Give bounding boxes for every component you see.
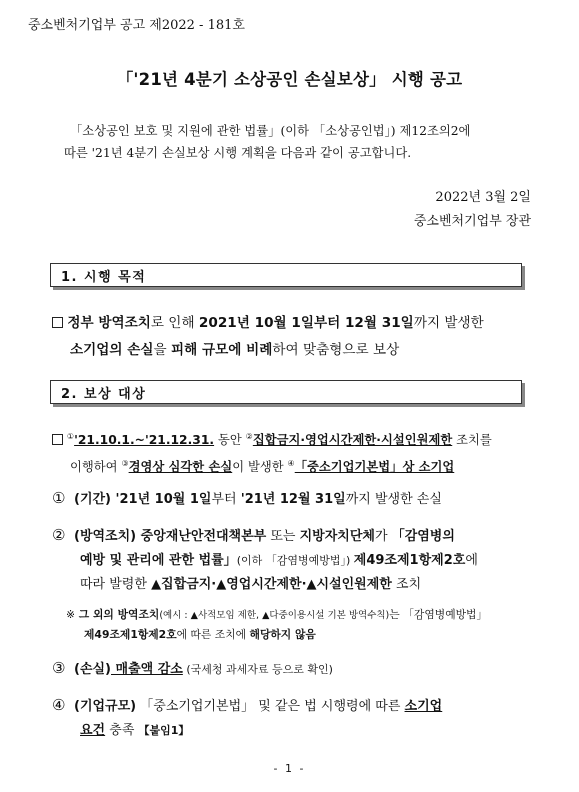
intro-line-2: 따른 '21년 4분기 손실보상 시행 계획을 다음과 같이 공고합니다.: [64, 146, 412, 160]
checkbox-square-icon: [52, 317, 63, 328]
purpose-target: 소기업의 손실: [70, 342, 154, 358]
item-label: (방역조치): [74, 529, 137, 544]
marker: ①: [66, 432, 75, 441]
note-line-2: [66, 625, 536, 644]
text: 까지 발생한 손실: [345, 492, 442, 507]
item-label: (기간): [74, 492, 111, 507]
marker: ③: [121, 459, 129, 468]
text: 따라 발령한: [80, 577, 152, 592]
text: 이행하여: [70, 460, 122, 474]
marker: ④: [287, 459, 295, 468]
target-business: 「중소기업기본법」상 소기업: [294, 460, 455, 474]
text: 는 「감염병예방법」: [389, 608, 488, 621]
text: 동안: [214, 433, 246, 447]
text: 조치를: [452, 433, 492, 447]
purpose-line-2: [52, 337, 542, 364]
intro-line-1: 「소상공인 보호 및 지원에 관한 법률」(이하 「소상공인법」) 제12조의2에: [70, 124, 471, 138]
target-loss: 경영상 심각한 손실: [128, 460, 233, 474]
page-number: - 1 -: [273, 762, 306, 775]
text: 지방자치단체: [299, 529, 375, 544]
text: 「중소기업기본법」 및 같은 법 시행령에 따른: [136, 699, 405, 714]
text: '21년 10월 1일: [111, 492, 212, 507]
reference-mark-icon: ※: [66, 608, 76, 621]
text: (국세청 과세자료 등으로 확인): [182, 663, 333, 676]
list-item-loss: [52, 656, 542, 682]
item-marker: ①: [52, 489, 66, 507]
text: 중앙재난안전대책본부: [136, 529, 267, 544]
marker: ②: [245, 432, 253, 441]
text: 에: [465, 553, 478, 568]
text: 부터: [211, 492, 241, 507]
text: 제49조제1항제2호: [84, 628, 177, 641]
target-line-2: [52, 452, 542, 479]
item-marker: ②: [52, 526, 66, 544]
item-line-1: [52, 693, 542, 719]
text: 이 발생한: [232, 460, 288, 474]
checkbox-square-icon: [52, 434, 63, 445]
section-heading-purpose: 1. 시행 목적: [50, 263, 522, 287]
text: 소기업: [404, 699, 443, 714]
list-item-size: [52, 693, 542, 743]
purpose-period: 2021년 10월 1일부터 12월 31일: [198, 315, 414, 331]
text: 또는: [266, 529, 300, 544]
text: (예시 : ▲사적모임 제한, ▲다중이용시설 기본 방역수칙): [159, 610, 390, 621]
target-line-1: [52, 425, 542, 452]
text: 충족: [105, 723, 139, 738]
text: ▲집합금지·▲영업시간제한·▲시설인원제한: [151, 577, 392, 592]
item-label: (손실): [74, 662, 111, 677]
footnote: [66, 605, 536, 644]
text: (이하 「감염병예방법」): [236, 554, 354, 567]
note-line-1: [66, 605, 536, 625]
section-target-body: [52, 425, 542, 479]
item-line-3: [52, 573, 542, 597]
text: '21년 12월 31일: [240, 492, 346, 507]
text: 로 인해: [150, 315, 199, 331]
text: 해당하지 않음: [249, 628, 316, 641]
text: 까지 발생한: [413, 315, 484, 331]
text: 가: [374, 529, 392, 544]
list-item-measures: [52, 523, 542, 597]
purpose-measure: 정부 방역조치: [67, 315, 151, 331]
text: 을: [153, 342, 171, 358]
target-measures: 집합금지·영업시간제한·시설인원제한: [252, 433, 453, 447]
item-label: (기업규모): [74, 699, 137, 714]
text: 【붙임1】: [138, 724, 190, 737]
text: 요건: [80, 723, 106, 738]
announcement-date: 2022년 3월 2일: [435, 190, 531, 205]
item-line-2: [52, 719, 542, 743]
purpose-criteria: 피해 규모에 비례: [170, 342, 273, 358]
section-purpose-body: [52, 310, 542, 364]
issuer: 중소벤처기업부 장관: [413, 214, 531, 229]
item-marker: ③: [52, 659, 66, 677]
text: 「감염병의: [391, 529, 455, 544]
text: 조치: [391, 577, 422, 592]
item-line-2: [52, 549, 542, 573]
text: 매출액 감소: [111, 662, 183, 677]
text: 에 따른 조치에: [176, 628, 250, 641]
text: 제49조제1항제2호: [353, 553, 466, 568]
purpose-line-1: [52, 310, 542, 337]
target-period: '21.10.1.~'21.12.31.: [74, 433, 215, 447]
text: 하여 맞춤형으로 보상: [272, 342, 400, 358]
text: 예방 및 관리에 관한 법률」: [80, 553, 237, 568]
text: 그 외의 방역조치: [75, 608, 160, 621]
intro-paragraph: [64, 120, 542, 164]
document-number: 중소벤처기업부 공고 제2022 - 181호: [28, 18, 245, 33]
page-title: 「'21년 4분기 소상공인 손실보상」 시행 공고: [116, 70, 463, 89]
list-item-period: [52, 486, 542, 512]
item-line-1: [52, 523, 542, 549]
item-marker: ④: [52, 696, 66, 714]
section-heading-target: 2. 보상 대상: [50, 380, 522, 404]
